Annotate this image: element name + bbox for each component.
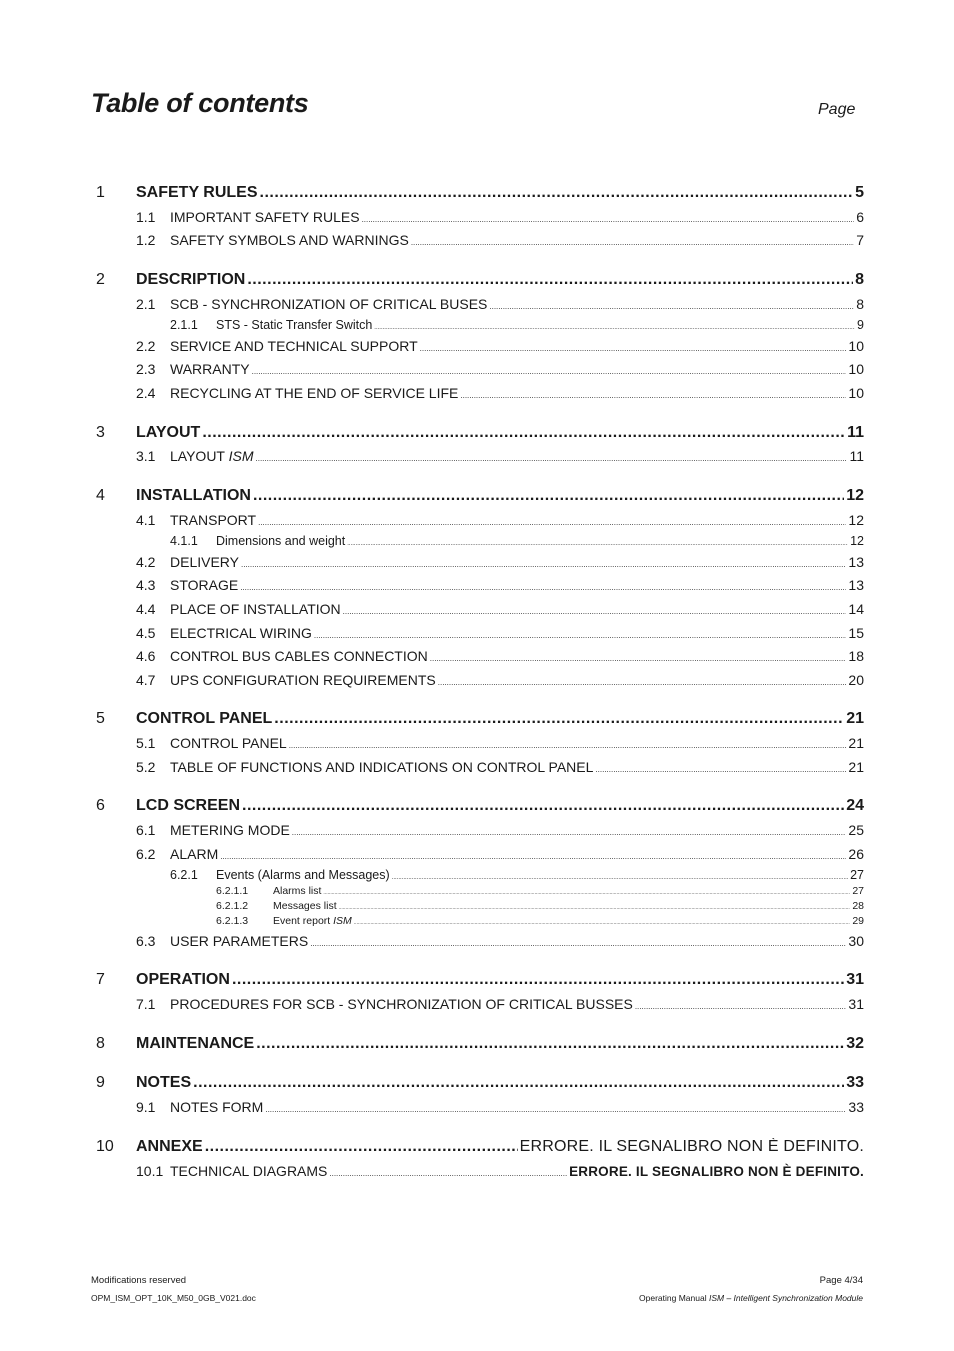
toc-entry-title — [170, 735, 287, 751]
dot-leader — [323, 890, 850, 896]
dot-leader — [260, 184, 854, 202]
toc-entry[interactable] — [136, 1163, 864, 1179]
toc-entry-number: 2.1 — [136, 296, 156, 312]
toc-entry-title — [273, 900, 337, 912]
toc-entry[interactable] — [136, 822, 864, 838]
toc-entry-page: 13 — [848, 554, 864, 570]
toc-entry-number: 7 — [96, 971, 105, 988]
toc-entry[interactable] — [136, 296, 864, 312]
footer-page-number: Page 4/34 — [819, 1275, 863, 1286]
toc-entry-number: 2.3 — [136, 361, 156, 377]
toc-entry[interactable] — [136, 601, 864, 617]
toc-entry-title-text: ALARM — [170, 846, 219, 862]
toc-entry-number: 8 — [96, 1035, 105, 1052]
toc-entry-page: 28 — [852, 900, 864, 912]
toc-entry[interactable] — [96, 710, 864, 728]
toc-entry-title-text: NOTES — [136, 1074, 192, 1091]
toc-entry-title-text: SERVICE AND TECHNICAL SUPPORT — [170, 338, 418, 354]
toc-entry-number: 3 — [96, 424, 105, 441]
toc-entry-title — [170, 577, 238, 593]
toc-entry-title — [170, 385, 458, 401]
toc-entry-title-text: LCD SCREEN — [136, 797, 241, 814]
toc-entry-page: 8 — [855, 271, 864, 288]
toc-entry-number: 5 — [96, 710, 105, 727]
dot-leader — [205, 1138, 518, 1156]
toc-entry-page: 31 — [846, 971, 864, 988]
dot-leader — [247, 271, 853, 289]
toc-entry-title-text: LAYOUT — [136, 424, 201, 441]
toc-entry-title-text: SAFETY SYMBOLS AND WARNINGS — [170, 232, 409, 248]
toc-entry[interactable] — [136, 338, 864, 354]
toc-entry-page: 32 — [846, 1035, 864, 1052]
toc-entry-title — [170, 512, 256, 528]
page-column-label: Page — [818, 101, 856, 118]
toc-entry-number: 2.2 — [136, 338, 156, 354]
toc-entry-title — [170, 361, 250, 377]
toc-entry-title — [170, 296, 487, 312]
toc-entry-title — [170, 1099, 263, 1115]
toc-entry[interactable] — [136, 385, 864, 401]
toc-entry-number: 9 — [96, 1074, 105, 1091]
toc-entry[interactable] — [136, 759, 864, 775]
toc-entry-title-text: PLACE OF INSTALLATION — [170, 601, 341, 617]
page-title: Table of contents — [91, 88, 309, 118]
toc-entry-title-text: DESCRIPTION — [136, 271, 246, 288]
toc-entry-number: 7.1 — [136, 996, 156, 1012]
toc-entry[interactable] — [96, 1074, 864, 1092]
toc-entry-title-text: PROCEDURES FOR SCB - SYNCHRONIZATION OF CRITICAL BUSSES — [170, 996, 633, 1012]
footer-manual-prefix: Operating Manual — [639, 1293, 709, 1303]
toc-entry-page: 14 — [848, 601, 864, 617]
toc-entry-number: 6.1 — [136, 822, 156, 838]
toc-entry-page: 33 — [846, 1074, 864, 1091]
toc-entry-title-text: TABLE OF FUNCTIONS AND INDICATIONS ON CONTROL PANEL — [170, 759, 594, 775]
toc-entry-page: 10 — [848, 338, 864, 354]
toc-entry-page: 6 — [856, 209, 864, 225]
toc-entry[interactable] — [170, 868, 864, 882]
toc-entry[interactable] — [96, 797, 864, 815]
dot-leader — [392, 875, 848, 881]
dot-leader — [265, 1105, 846, 1114]
toc-entry-title-text: STS - Static Transfer Switch — [216, 318, 373, 332]
toc-entry-page: 13 — [848, 577, 864, 593]
toc-entry[interactable] — [136, 209, 864, 225]
toc-entry-number: 5.1 — [136, 735, 156, 751]
toc-entry-page: 12 — [846, 487, 864, 504]
toc-entry-page: 10 — [848, 385, 864, 401]
toc-entry-title — [136, 971, 230, 989]
toc-entry-title — [136, 184, 258, 202]
toc-entry-page: 33 — [848, 1099, 864, 1115]
toc-entry-page: 11 — [849, 448, 864, 464]
toc-entry-title — [170, 822, 290, 838]
toc-entry-number: 10 — [96, 1138, 114, 1155]
dot-leader — [258, 518, 846, 527]
toc-entry[interactable] — [136, 577, 864, 593]
dot-leader — [339, 905, 851, 911]
toc-entry[interactable] — [136, 554, 864, 570]
toc-entry-title — [170, 232, 409, 248]
dot-leader — [289, 741, 847, 750]
footer-filename: OPM_ISM_OPT_10K_M50_0GB_V021.doc — [91, 1293, 256, 1303]
toc-entry-number: 2 — [96, 271, 105, 288]
dot-leader — [347, 541, 848, 547]
toc-entry-number: 1 — [96, 184, 105, 201]
toc-entry-title — [170, 338, 418, 354]
toc-entry[interactable] — [96, 184, 864, 202]
toc-entry[interactable] — [136, 1099, 864, 1115]
toc-entry[interactable] — [216, 900, 864, 912]
toc-entry-title-text: Dimensions and weight — [216, 534, 346, 548]
toc-entry-title — [136, 1035, 254, 1053]
toc-entry-title-text: WARRANTY — [170, 361, 250, 377]
toc-entry-number: 2.4 — [136, 385, 156, 401]
toc-entry-number: 6.2.1.1 — [216, 885, 249, 897]
dot-leader — [438, 678, 847, 687]
toc-entry[interactable] — [96, 971, 864, 989]
toc-entry-number: 4.3 — [136, 577, 156, 593]
toc-entry-number: 4 — [96, 487, 105, 504]
toc-entry-title — [136, 797, 240, 815]
dot-leader — [314, 631, 847, 640]
toc-entry-number: 10.1 — [136, 1163, 164, 1179]
dot-leader — [256, 1035, 844, 1053]
toc-entry-page: 18 — [848, 648, 864, 664]
toc-entry-page: 10 — [848, 361, 864, 377]
toc-entry[interactable] — [136, 846, 864, 862]
toc-entry-title — [170, 601, 341, 617]
toc-entry-title — [170, 1163, 327, 1179]
dot-leader — [256, 454, 848, 463]
toc-entry[interactable] — [136, 672, 864, 688]
toc-entry-title — [170, 448, 254, 464]
toc-entry-title — [136, 1074, 191, 1092]
dot-leader — [411, 238, 854, 247]
dot-leader — [274, 710, 844, 728]
dot-leader — [595, 765, 846, 774]
toc-entry-page: 29 — [852, 915, 864, 927]
toc-entry-title-italic: ISM — [228, 448, 254, 464]
toc-entry-title-text: USER PARAMETERS — [170, 933, 309, 949]
toc-entry-title-text: UPS CONFIGURATION REQUIREMENTS — [170, 672, 436, 688]
toc-entry-title — [170, 996, 633, 1012]
toc-entry-title — [216, 868, 390, 882]
dot-leader — [635, 1002, 847, 1011]
toc-entry-number: 6.2.1.3 — [216, 915, 249, 927]
toc-entry-title-text: MAINTENANCE — [136, 1035, 255, 1052]
dot-leader — [292, 828, 847, 837]
toc-entry-page: 25 — [848, 822, 864, 838]
toc-entry[interactable] — [136, 625, 864, 641]
toc-entry-title — [170, 648, 428, 664]
toc-entry-number: 9.1 — [136, 1099, 156, 1115]
toc-entry-number: 2.1.1 — [170, 318, 198, 332]
toc-entry-number: 6.2 — [136, 846, 156, 862]
toc-entry-title — [136, 424, 200, 442]
toc-entry-number: 6.3 — [136, 933, 156, 949]
toc-entry[interactable] — [136, 361, 864, 377]
toc-entry[interactable] — [96, 1035, 864, 1053]
toc-entry-title — [136, 271, 245, 289]
dot-leader — [193, 1074, 844, 1092]
toc-entry-page: 24 — [846, 797, 864, 814]
dot-leader — [489, 302, 854, 311]
toc-entry-title — [170, 759, 593, 775]
dot-leader — [362, 215, 855, 224]
dot-leader — [460, 391, 846, 400]
toc-entry[interactable] — [96, 424, 864, 442]
toc-entry-title-text: Alarms list — [273, 885, 322, 897]
toc-entry-title-text: SAFETY RULES — [136, 184, 258, 201]
dot-leader — [241, 560, 846, 569]
toc-entry-title-text: ANNEXE — [136, 1138, 203, 1155]
dot-leader — [202, 424, 845, 442]
dot-leader — [253, 487, 844, 505]
toc-entry-title — [136, 710, 272, 728]
dot-leader — [420, 344, 847, 353]
toc-entry-title-text: Events (Alarms and Messages) — [216, 868, 390, 882]
toc-entry-number: 4.5 — [136, 625, 156, 641]
toc-entry[interactable] — [136, 648, 864, 664]
dot-leader — [240, 583, 846, 592]
toc-entry-title — [273, 885, 321, 897]
toc-entry-page: 21 — [846, 710, 864, 727]
toc-entry-title-text: RECYCLING AT THE END OF SERVICE LIFE — [170, 385, 459, 401]
toc-entry-title-text: NOTES FORM — [170, 1099, 264, 1115]
toc-entry-number: 4.6 — [136, 648, 156, 664]
toc-entry-number: 4.2 — [136, 554, 156, 570]
toc-entry-page: 15 — [848, 625, 864, 641]
toc-entry-title-text: DELIVERY — [170, 554, 239, 570]
toc-entry-number: 4.1 — [136, 512, 156, 528]
toc-entry-page: 11 — [847, 424, 864, 441]
toc-entry-title — [136, 487, 251, 505]
toc-entry[interactable] — [136, 232, 864, 248]
toc-entry-title — [273, 915, 352, 927]
toc-entry-page: 12 — [850, 534, 864, 548]
toc-entry-title-text: INSTALLATION — [136, 487, 251, 504]
footer-manual-title — [639, 1293, 863, 1303]
toc-entry[interactable] — [96, 271, 864, 289]
toc-entry-title — [170, 846, 218, 862]
toc-entry-title — [170, 209, 360, 225]
toc-entry-title-text: TRANSPORT — [170, 512, 257, 528]
toc-entry-title — [170, 672, 436, 688]
toc-entry-title-text: LAYOUT — [170, 448, 229, 464]
toc-entry-number: 1.1 — [136, 209, 156, 225]
toc-entry-title — [216, 534, 345, 548]
toc-entry-title-text: OPERATION — [136, 971, 230, 988]
toc-entry-title — [170, 554, 239, 570]
toc-entry-title-text: CONTROL PANEL — [170, 735, 287, 751]
toc-entry-title-text: CONTROL BUS CABLES CONNECTION — [170, 648, 428, 664]
dot-leader — [329, 1169, 567, 1178]
toc-entry-number: 1.2 — [136, 232, 156, 248]
toc-entry-title — [216, 318, 372, 332]
toc-entry-page: 26 — [848, 846, 864, 862]
toc-entry[interactable] — [170, 318, 864, 332]
toc-entry-title — [136, 1138, 203, 1156]
toc-entry-title-text: Messages list — [273, 900, 337, 912]
toc-entry[interactable] — [136, 735, 864, 751]
toc-entry[interactable] — [96, 487, 864, 505]
toc-entry[interactable] — [136, 933, 864, 949]
footer-manual-name: ISM – Intelligent Synchronization Module — [708, 1293, 863, 1303]
dot-leader — [220, 852, 846, 861]
toc-entry-title-text: Event report — [273, 915, 334, 927]
toc-entry-number: 4.1.1 — [170, 534, 198, 548]
toc-entry-page: 9 — [857, 318, 864, 332]
toc-entry[interactable] — [216, 915, 864, 927]
toc-entry-title-text: SCB - SYNCHRONIZATION OF CRITICAL BUSES — [170, 296, 488, 312]
toc-entry-page: 27 — [852, 885, 864, 897]
footer-modifications: Modifications reserved — [91, 1275, 187, 1286]
toc-entry-page: 8 — [856, 296, 864, 312]
dot-leader — [343, 607, 847, 616]
toc-entry-number: 6.2.1 — [170, 868, 198, 882]
dot-leader — [252, 367, 847, 376]
toc-entry[interactable] — [96, 1138, 864, 1156]
toc-entry-page: ERRORE. IL SEGNALIBRO NON È DEFINITO. — [519, 1138, 864, 1155]
toc-entry-page: 30 — [848, 933, 864, 949]
dot-leader — [232, 971, 844, 989]
toc-entry[interactable] — [136, 448, 864, 464]
toc-entry-page: 5 — [855, 184, 864, 201]
toc-entry-number: 5.2 — [136, 759, 156, 775]
toc-entry[interactable] — [136, 512, 864, 528]
toc-entry[interactable] — [170, 534, 864, 548]
toc-entry-title — [170, 625, 312, 641]
toc-entry-number: 4.4 — [136, 601, 156, 617]
toc-entry-title-text: ELECTRICAL WIRING — [170, 625, 312, 641]
dot-leader — [354, 920, 851, 926]
toc-entry-title-text: TECHNICAL DIAGRAMS — [170, 1163, 328, 1179]
toc-entry-number: 6.2.1.2 — [216, 900, 249, 912]
toc-entry-number: 4.7 — [136, 672, 156, 688]
dot-leader — [242, 797, 844, 815]
toc-entry-page: 20 — [848, 672, 864, 688]
toc-entry-page: 31 — [848, 996, 864, 1012]
dot-leader — [374, 325, 855, 331]
toc-entry-title — [170, 933, 308, 949]
dot-leader — [310, 939, 846, 948]
toc-entry-page: 21 — [848, 735, 864, 751]
toc-entry-page: 7 — [856, 232, 864, 248]
toc-entry-title-text: CONTROL PANEL — [136, 710, 273, 727]
toc-entry-title-italic: ISM — [333, 915, 352, 927]
toc-entry-title-text: STORAGE — [170, 577, 239, 593]
toc-entry-title-text: IMPORTANT SAFETY RULES — [170, 209, 360, 225]
toc-entry-number: 3.1 — [136, 448, 156, 464]
toc-entry-page: 12 — [848, 512, 864, 528]
dot-leader — [430, 654, 847, 663]
toc-entry[interactable] — [216, 885, 864, 897]
toc-entry-number: 6 — [96, 797, 105, 814]
toc-entry-title-text: METERING MODE — [170, 822, 290, 838]
toc-entry[interactable] — [136, 996, 864, 1012]
toc-entry-page: ERRORE. IL SEGNALIBRO NON È DEFINITO. — [569, 1164, 864, 1179]
toc-entry-page: 27 — [850, 868, 864, 882]
toc-entry-page: 21 — [848, 759, 864, 775]
